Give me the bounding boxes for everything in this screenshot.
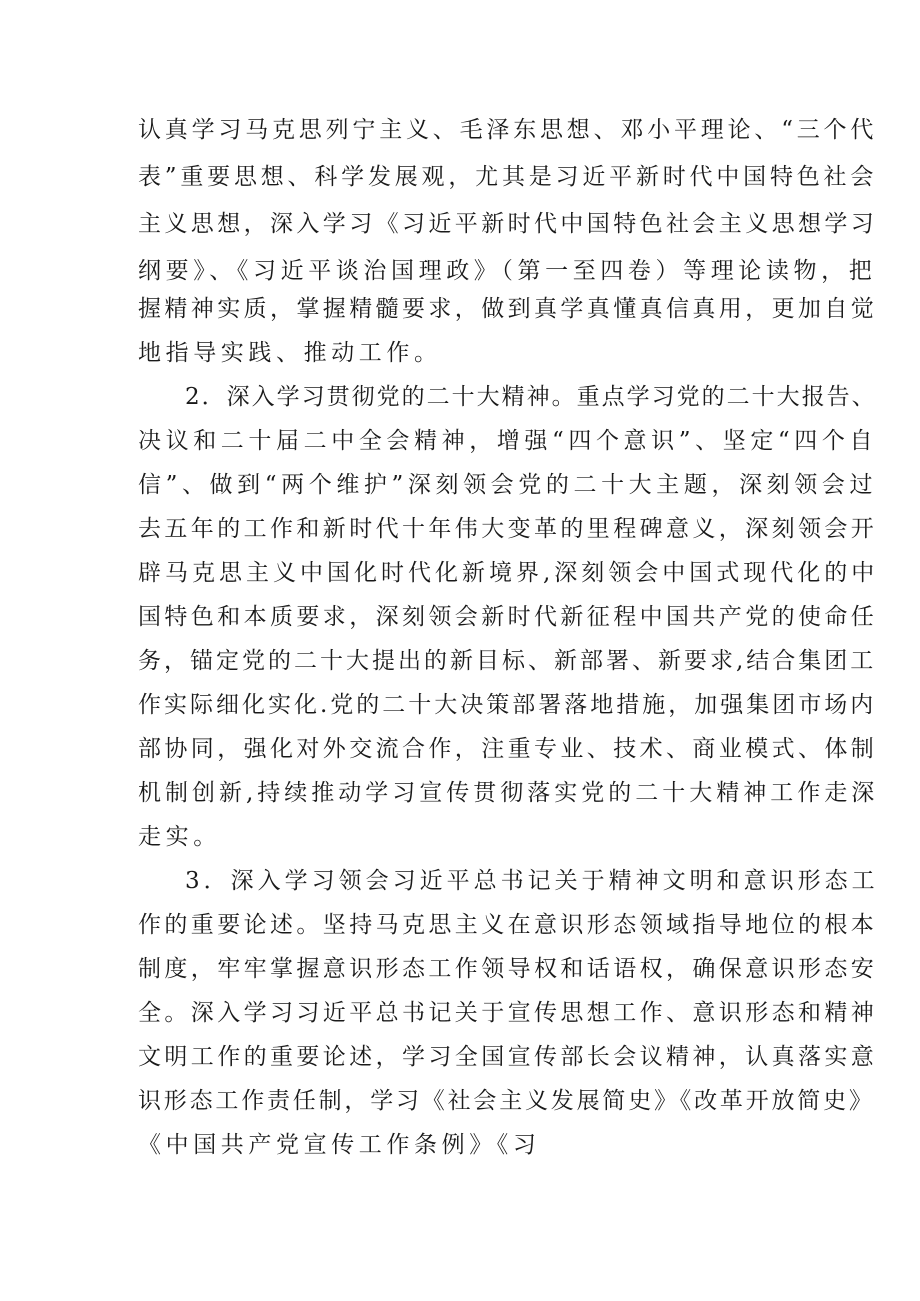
text-line: 作实际细化实化.党的二十大决策部署落地措施，加强集团市场内: [138, 692, 877, 718]
text-line: 文明工作的重要论述，学习全国宣传部长会议精神，认真落实意: [138, 1044, 878, 1070]
text-line: 表”重要思想、科学发展观，尤其是习近平新时代中国特色社会: [138, 164, 878, 190]
text-line: 走实。: [138, 824, 221, 850]
text-line: 《中国共产党宣传工作条例》《习: [138, 1132, 541, 1158]
text-line: 信”、做到“两个维护”深刻领会党的二十大主题，深刻领会过: [138, 472, 878, 498]
text-line: 部协同，强化对外交流合作，注重专业、技术、商业模式、体制: [138, 736, 878, 762]
section-heading-line: 3．深入学习领会习近平总书记关于精神文明和意识形态工: [185, 868, 879, 894]
text-line: 决议和二十届二中全会精神，增强“四个意识”、坚定“四个自: [138, 428, 878, 454]
text-line: 纲要》、《习近平谈治国理政》（第一至四卷）等理论读物，把: [138, 258, 877, 284]
section-heading-line: 2．深入学习贯彻党的二十大精神。重点学习党的二十大报告、: [185, 384, 877, 410]
text-line: 地指导实践、推动工作。: [138, 340, 442, 366]
text-line: 国特色和本质要求，深刻领会新时代新征程中国共产党的使命任: [138, 604, 878, 630]
text-line: 务，锚定党的二十大提出的新目标、新部署、新要求,结合集团工: [138, 648, 877, 674]
text-line: 制度，牢牢掌握意识形态工作领导权和话语权，确保意识形态安: [138, 956, 878, 982]
text-line: 全。深入学习习近平总书记关于宣传思想工作、意识形态和精神: [138, 1000, 878, 1026]
text-line: 握精神实质，掌握精髓要求，做到真学真懂真信真用，更加自觉: [138, 296, 878, 322]
text-line: 认真学习马克思列宁主义、毛泽东思想、邓小平理论、“三个代: [138, 117, 878, 143]
text-line: 主义思想，深入学习《习近平新时代中国特色社会主义思想学习: [138, 211, 878, 237]
text-line: 识形态工作责任制，学习《社会主义发展简史》《改革开放简史》: [138, 1088, 875, 1114]
text-line: 机制创新,持续推动学习宣传贯彻落实党的二十大精神工作走深: [138, 780, 879, 806]
text-line: 辟马克思主义中国化时代化新境界,深刻领会中国式现代化的中: [138, 560, 879, 586]
text-line: 去五年的工作和新时代十年伟大变革的里程碑意义，深刻领会开: [138, 516, 878, 542]
text-line: 作的重要论述。坚持马克思主义在意识形态领域指导地位的根本: [138, 912, 878, 938]
